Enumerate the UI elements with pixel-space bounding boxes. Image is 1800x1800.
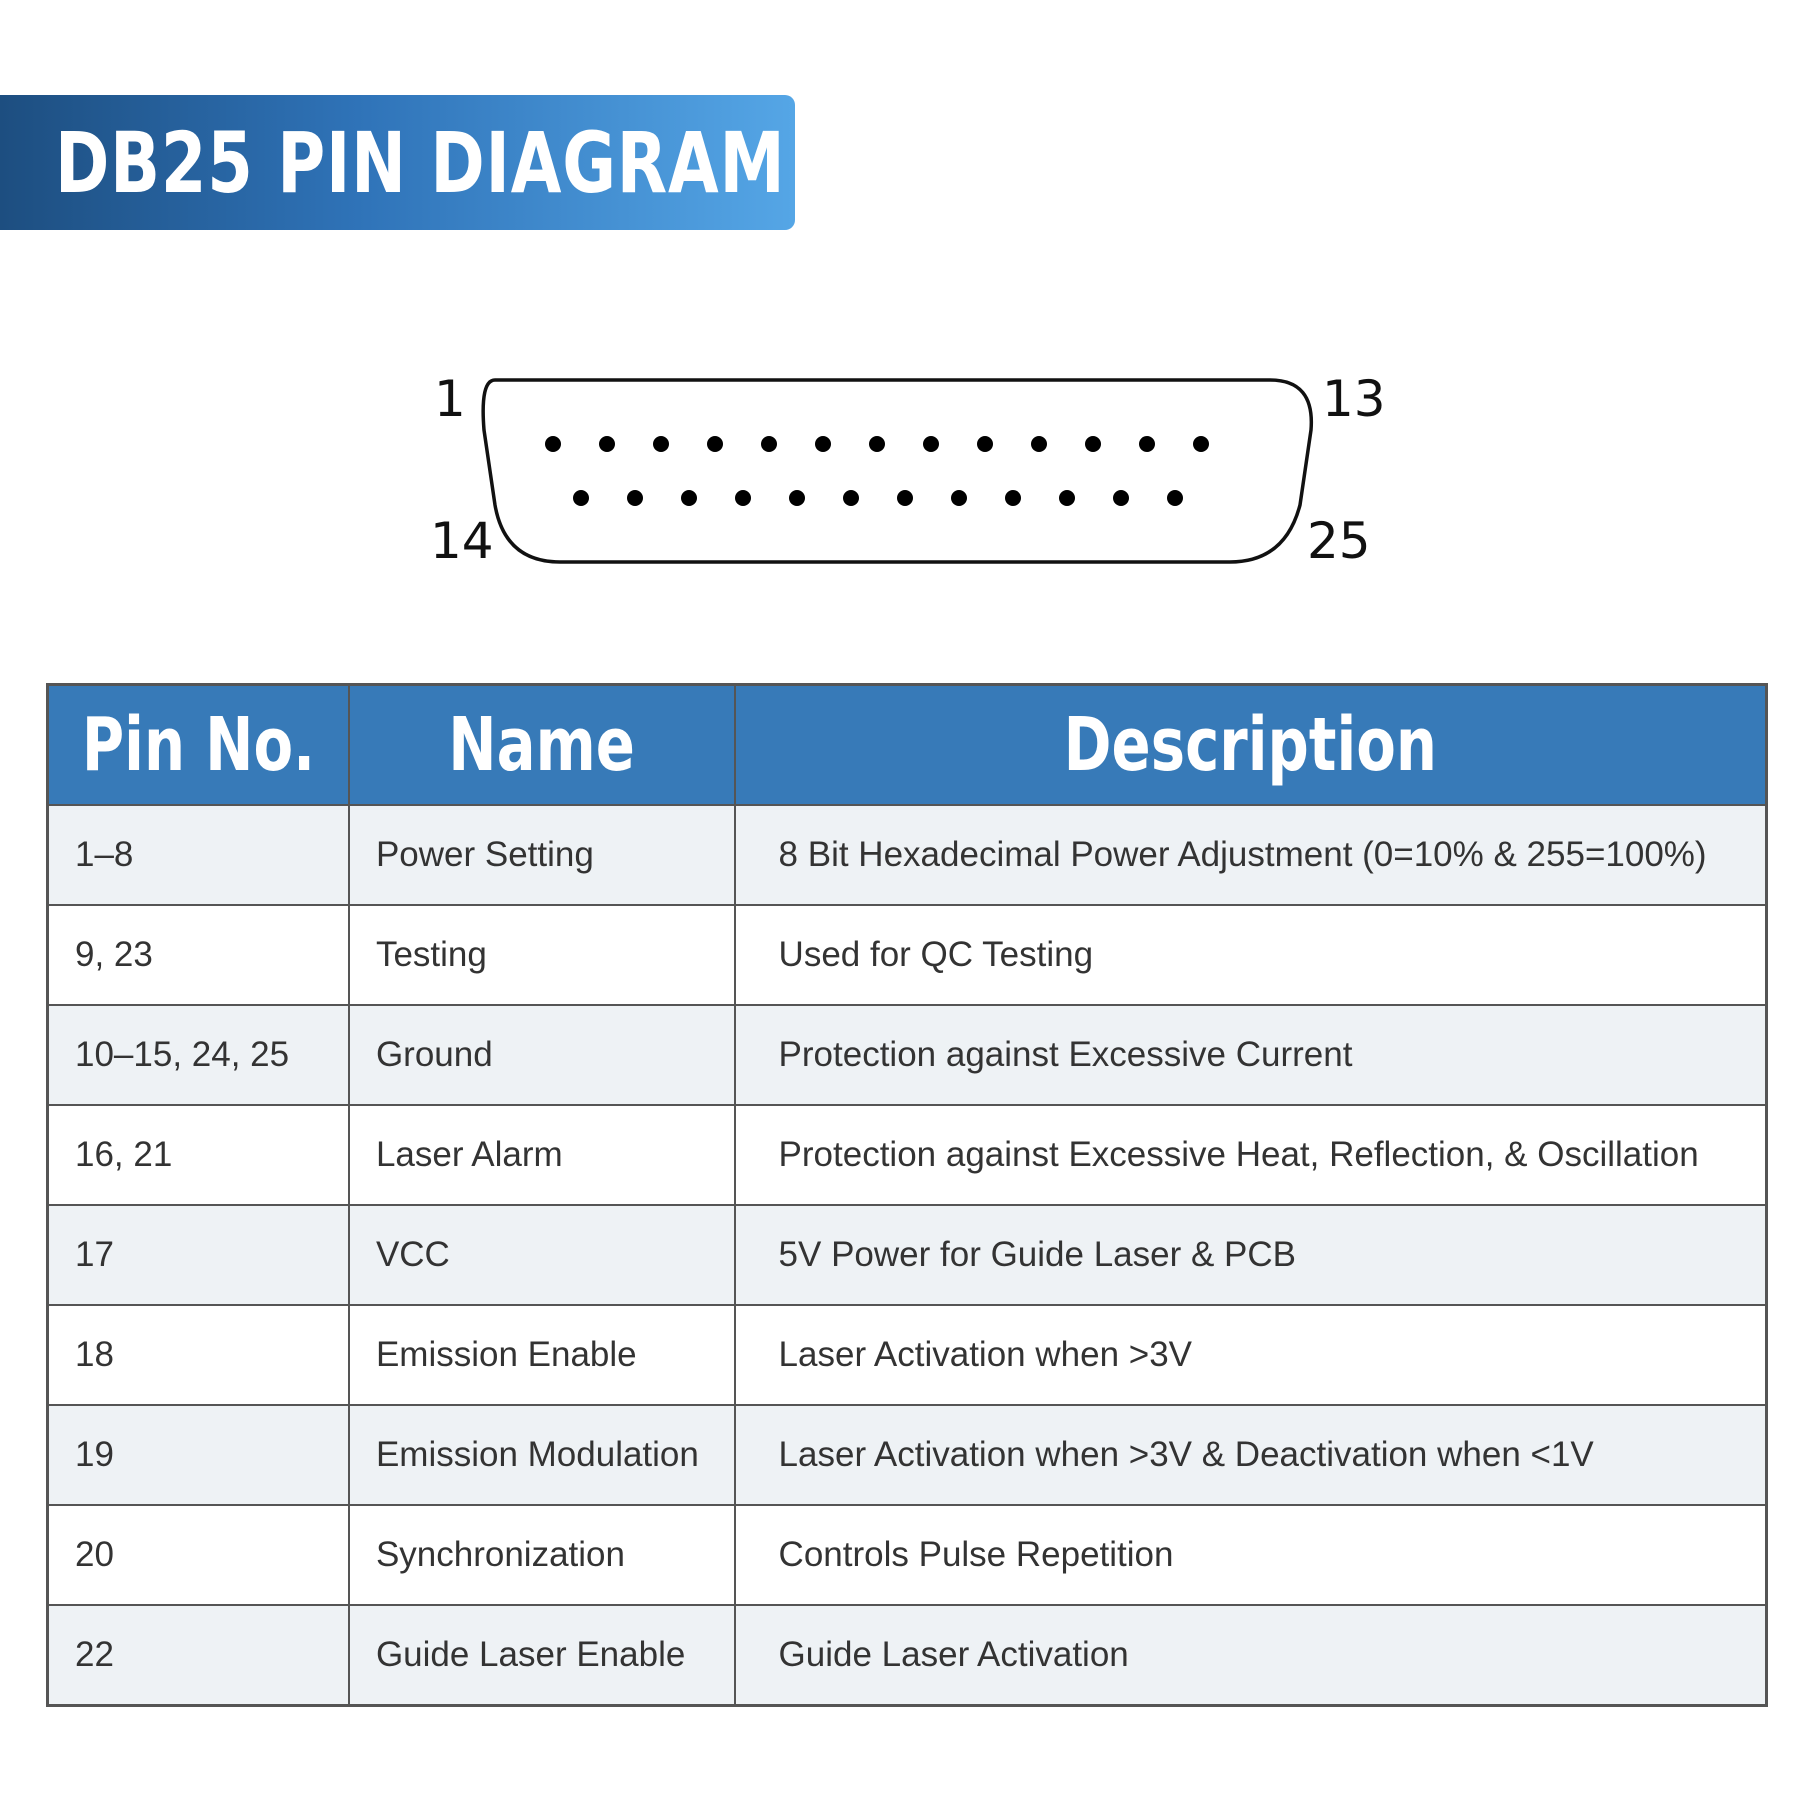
pin-22 bbox=[1005, 490, 1021, 506]
name-cell: Emission Modulation bbox=[349, 1405, 735, 1505]
table-row bbox=[48, 1105, 1767, 1205]
db25-connector-diagram bbox=[400, 350, 1420, 600]
pin-7 bbox=[869, 436, 885, 452]
description-cell: Controls Pulse Repetition bbox=[735, 1505, 1767, 1605]
pin-25 bbox=[1167, 490, 1183, 506]
pin-24 bbox=[1113, 490, 1129, 506]
pin-label-1: 1 bbox=[434, 370, 466, 428]
pin-4 bbox=[707, 436, 723, 452]
table-header-row bbox=[48, 685, 1767, 806]
pin-19 bbox=[843, 490, 859, 506]
description-cell: Protection against Excessive Heat, Reflection, & Oscillation bbox=[735, 1105, 1767, 1205]
table-row bbox=[48, 805, 1767, 905]
description-cell: Used for QC Testing bbox=[735, 905, 1767, 1005]
description-cell: Protection against Excessive Current bbox=[735, 1005, 1767, 1105]
name-cell: Laser Alarm bbox=[349, 1105, 735, 1205]
pin-17 bbox=[735, 490, 751, 506]
name-cell: Testing bbox=[349, 905, 735, 1005]
pin-table bbox=[46, 683, 1768, 1707]
table-row bbox=[48, 1205, 1767, 1305]
pin-cell: 10–15, 24, 25 bbox=[48, 1005, 349, 1105]
pin-2 bbox=[599, 436, 615, 452]
pin-cell: 18 bbox=[48, 1305, 349, 1405]
header-description: Description bbox=[735, 685, 1767, 806]
pin-cell: 22 bbox=[48, 1605, 349, 1705]
name-cell: Synchronization bbox=[349, 1505, 735, 1605]
pin-cell: 16, 21 bbox=[48, 1105, 349, 1205]
page-title: DB25 PIN DIAGRAM bbox=[55, 113, 786, 212]
pin-cell: 9, 23 bbox=[48, 905, 349, 1005]
table-row bbox=[48, 905, 1767, 1005]
pin-15 bbox=[627, 490, 643, 506]
connector-shell bbox=[483, 380, 1311, 562]
pin-11 bbox=[1085, 436, 1101, 452]
name-cell: Power Setting bbox=[349, 805, 735, 905]
pin-9 bbox=[977, 436, 993, 452]
pin-3 bbox=[653, 436, 669, 452]
description-cell: Laser Activation when >3V bbox=[735, 1305, 1767, 1405]
pin-8 bbox=[923, 436, 939, 452]
pin-5 bbox=[761, 436, 777, 452]
pin-21 bbox=[951, 490, 967, 506]
pin-cell: 1–8 bbox=[48, 805, 349, 905]
description-cell: 5V Power for Guide Laser & PCB bbox=[735, 1205, 1767, 1305]
header-pin-no: Pin No. bbox=[48, 685, 349, 806]
pin-cell: 20 bbox=[48, 1505, 349, 1605]
pin-16 bbox=[681, 490, 697, 506]
header-name: Name bbox=[349, 685, 735, 806]
pin-cell: 17 bbox=[48, 1205, 349, 1305]
table-row bbox=[48, 1605, 1767, 1705]
pin-cell: 19 bbox=[48, 1405, 349, 1505]
pin-label-14: 14 bbox=[430, 512, 494, 570]
pin-20 bbox=[897, 490, 913, 506]
pin-label-13: 13 bbox=[1322, 370, 1386, 428]
pin-label-25: 25 bbox=[1307, 512, 1371, 570]
pin-14 bbox=[573, 490, 589, 506]
pin-6 bbox=[815, 436, 831, 452]
table-row bbox=[48, 1005, 1767, 1105]
table-row bbox=[48, 1405, 1767, 1505]
description-cell: Guide Laser Activation bbox=[735, 1605, 1767, 1705]
name-cell: VCC bbox=[349, 1205, 735, 1305]
name-cell: Emission Enable bbox=[349, 1305, 735, 1405]
title-banner bbox=[0, 95, 795, 230]
name-cell: Guide Laser Enable bbox=[349, 1605, 735, 1705]
pin-23 bbox=[1059, 490, 1075, 506]
name-cell: Ground bbox=[349, 1005, 735, 1105]
pin-18 bbox=[789, 490, 805, 506]
pin-10 bbox=[1031, 436, 1047, 452]
table-row bbox=[48, 1305, 1767, 1405]
description-cell: Laser Activation when >3V & Deactivation when <1V bbox=[735, 1405, 1767, 1505]
description-cell: 8 Bit Hexadecimal Power Adjustment (0=10% & 255=100%) bbox=[735, 805, 1767, 905]
pin-12 bbox=[1139, 436, 1155, 452]
pin-13 bbox=[1193, 436, 1209, 452]
pin-1 bbox=[545, 436, 561, 452]
table-row bbox=[48, 1505, 1767, 1605]
